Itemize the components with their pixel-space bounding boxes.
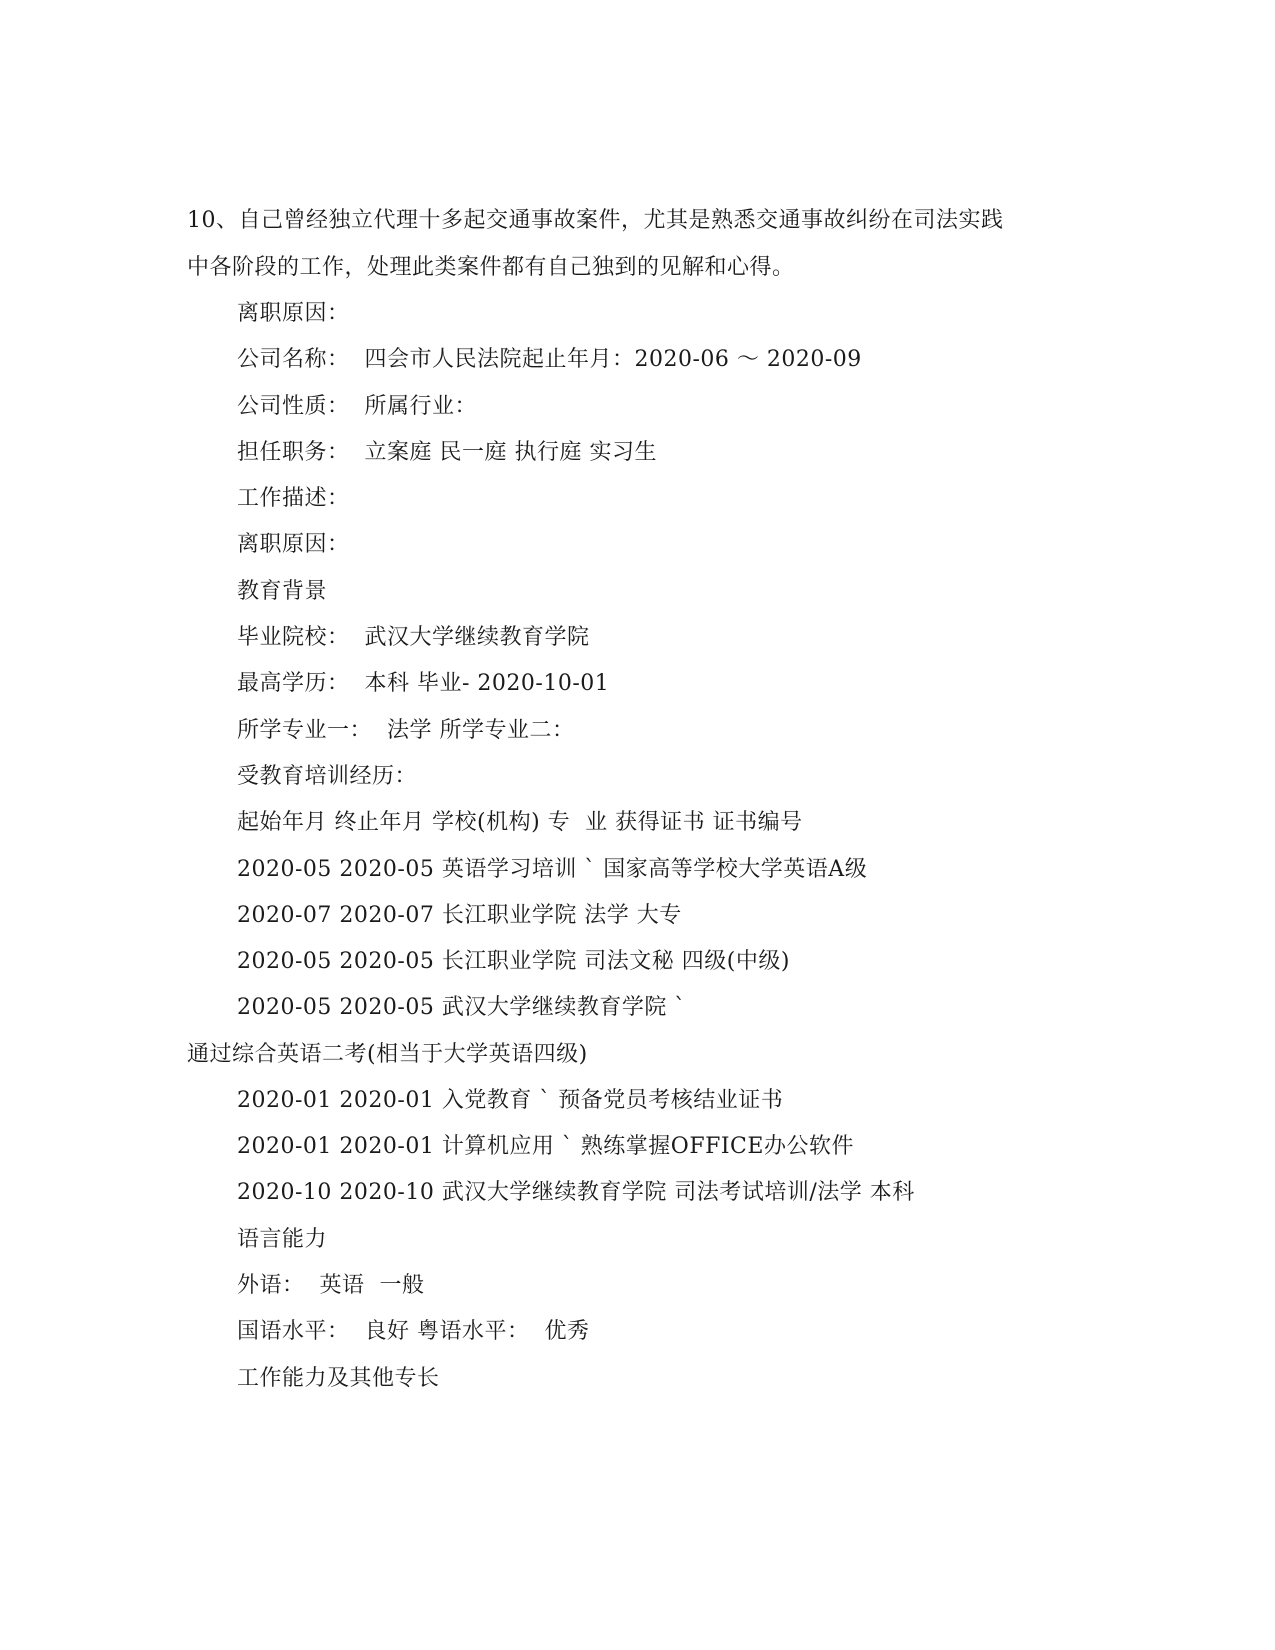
resignation-reason-label: 离职原因： xyxy=(237,532,350,557)
major-line: 所学专业一： 法学 所学专业二： xyxy=(237,718,575,743)
training-row: 2020-07 2020-07 长江职业学院 法学 大专 xyxy=(237,903,682,928)
training-table-header: 起始年月 终止年月 学校(机构) 专 业 获得证书 证书编号 xyxy=(237,810,803,835)
job-description-label: 工作描述： xyxy=(237,486,350,511)
resignation-reason-label: 离职原因： xyxy=(237,301,350,326)
training-row: 2020-05 2020-05 武汉大学继续教育学院 ` xyxy=(237,995,686,1020)
training-row-continuation: 通过综合英语二考(相当于大学英语四级) xyxy=(187,1042,588,1067)
section-heading-education: 教育背景 xyxy=(237,579,328,604)
company-nature-line: 公司性质： 所属行业： xyxy=(237,394,477,419)
training-row: 2020-05 2020-05 长江职业学院 司法文秘 四级(中级) xyxy=(237,949,790,974)
degree-line: 最高学历： 本科 毕业- 2020-10-01 xyxy=(237,671,610,696)
school-line: 毕业院校： 武汉大学继续教育学院 xyxy=(237,625,590,650)
paragraph-line: 中各阶段的工作，处理此类案件都有自己独到的见解和心得。 xyxy=(187,255,795,280)
training-row: 2020-01 2020-01 计算机应用 ` 熟练掌握OFFICE办公软件 xyxy=(237,1134,854,1159)
training-row: 2020-01 2020-01 入党教育 ` 预备党员考核结业证书 xyxy=(237,1088,784,1113)
training-row: 2020-05 2020-05 英语学习培训 ` 国家高等学校大学英语A级 xyxy=(237,857,868,882)
dialect-level-line: 国语水平： 良好 粤语水平： 优秀 xyxy=(237,1319,590,1344)
company-name-line: 公司名称： 四会市人民法院起止年月：2020-06 ～ 2020-09 xyxy=(237,347,862,372)
training-heading: 受教育培训经历： xyxy=(237,764,418,789)
paragraph-line: 10、自己曾经独立代理十多起交通事故案件，尤其是熟悉交通事故纠纷在司法实践 xyxy=(187,208,1004,233)
section-heading-skills: 工作能力及其他专长 xyxy=(237,1366,440,1391)
section-heading-language: 语言能力 xyxy=(237,1227,328,1252)
training-row: 2020-10 2020-10 武汉大学继续教育学院 司法考试培训/法学 本科 xyxy=(237,1180,915,1205)
position-line: 担任职务： 立案庭 民一庭 执行庭 实习生 xyxy=(237,440,657,465)
foreign-language-line: 外语： 英语 一般 xyxy=(237,1273,425,1298)
